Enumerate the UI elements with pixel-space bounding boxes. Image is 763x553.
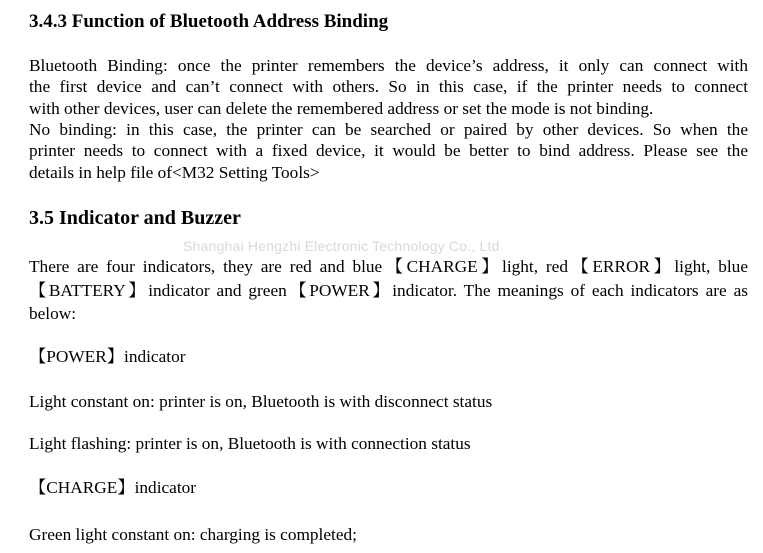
text-line: the first device and can’t connect with others. So in this case, if the printer needs to connect [29,77,748,97]
power-indicator-heading: 【POWER】indicator [29,347,186,366]
charge-indicator-heading: 【CHARGE】indicator [29,478,197,497]
power-light-constant-text: Light constant on: printer is on, Bluetooth is with disconnect status [29,392,493,411]
paragraph-indicators-intro [29,255,748,326]
company-watermark: Shanghai Hengzhi Electronic Technology Co., Ltd [183,238,500,254]
text-line: No binding: in this case, the printer can be searched or paired by other devices. So when the [29,120,748,139]
text-line: with other devices, user can delete the remembered address or set the mode is not binding. [29,98,654,118]
text-line: printer needs to connect with a fixed device, it would be better to bind address. Please see the [29,141,748,161]
text-line: details in help file of<M32 Setting Tools> [29,162,320,182]
text-line: 【BATTERY】indicator and green【POWER】indicator. The meanings of each indicators are as [29,280,748,300]
paragraph-no-binding [29,119,748,183]
section-heading-indicator-buzzer: 3.5 Indicator and Buzzer [29,207,241,229]
text-line: Bluetooth Binding: once the printer remembers the device’s address, it only can connect with [29,56,748,75]
text-line: There are four indicators, they are red and blue【CHARGE】light, red【ERROR】light, blue [29,257,748,276]
charge-green-light-text: Green light constant on: charging is completed; [29,525,357,544]
section-heading-bluetooth-binding: 3.4.3 Function of Bluetooth Address Binding [29,11,389,32]
power-light-flashing-text: Light flashing: printer is on, Bluetooth is with connection status [29,434,471,453]
text-line: below: [29,304,77,323]
paragraph-bluetooth-binding [29,55,748,119]
